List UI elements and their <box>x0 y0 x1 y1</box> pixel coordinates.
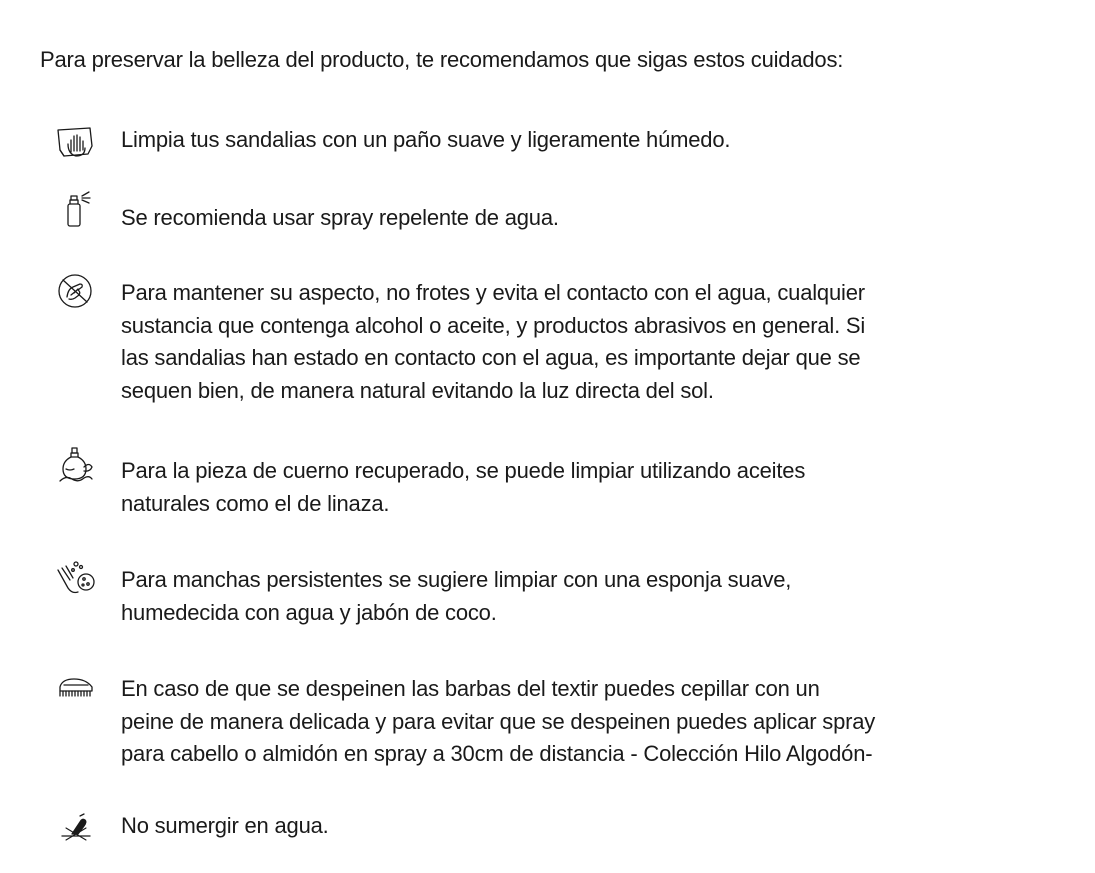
text-line: sustancia que contenga alcohol o aceite, y productos abrasivos en general. Si <box>121 312 866 338</box>
care-item-text <box>121 810 961 843</box>
text-line: Se recomienda usar spray repelente de agua. <box>121 205 559 230</box>
text-line: No sumergir en agua. <box>121 813 329 838</box>
spray-can-icon <box>54 188 96 228</box>
care-item-text <box>121 202 961 235</box>
care-item-text <box>121 277 961 407</box>
text-line: las sandalias han estado en contacto con el agua, es importante dejar que se <box>121 345 861 370</box>
cloth-wipe-icon <box>54 124 96 164</box>
care-item-text <box>121 124 961 157</box>
text-line: Limpia tus sandalias con un paño suave y ligeramente húmedo. <box>121 127 731 152</box>
text-line: Para mantener su aspecto, no frotes y evita el contacto con el agua, cualquier <box>121 280 865 305</box>
no-rubbing-icon <box>54 271 96 311</box>
care-item-text <box>121 673 961 771</box>
care-item-text <box>121 455 961 520</box>
sponge-hand-icon <box>54 558 96 598</box>
care-item-text <box>121 564 961 629</box>
text-line: naturales como el de linaza. <box>121 490 390 516</box>
oil-bottle-icon <box>54 445 96 485</box>
text-line: para cabello o almidón en spray a 30cm de distancia - Colección Hilo Algodón- <box>121 741 873 766</box>
brush-comb-icon <box>54 667 96 707</box>
text-line: humedecida con agua y jabón de coco. <box>121 599 497 625</box>
text-line: En caso de que se despeinen las barbas del textir puedes cepillar con un <box>121 676 820 701</box>
no-submerge-icon <box>54 806 96 846</box>
text-line: Para manchas persistentes se sugiere limpiar con una esponja suave, <box>121 567 792 592</box>
text-line: peine de manera delicada y para evitar que se despeinen puedes aplicar spray <box>121 708 876 734</box>
text-line: Para la pieza de cuerno recuperado, se puede limpiar utilizando aceites <box>121 458 806 483</box>
text-line: sequen bien, de manera natural evitando la luz directa del sol. <box>121 377 714 403</box>
intro-text: Para preservar la belleza del producto, te recomendamos que sigas estos cuidados: <box>40 47 844 72</box>
